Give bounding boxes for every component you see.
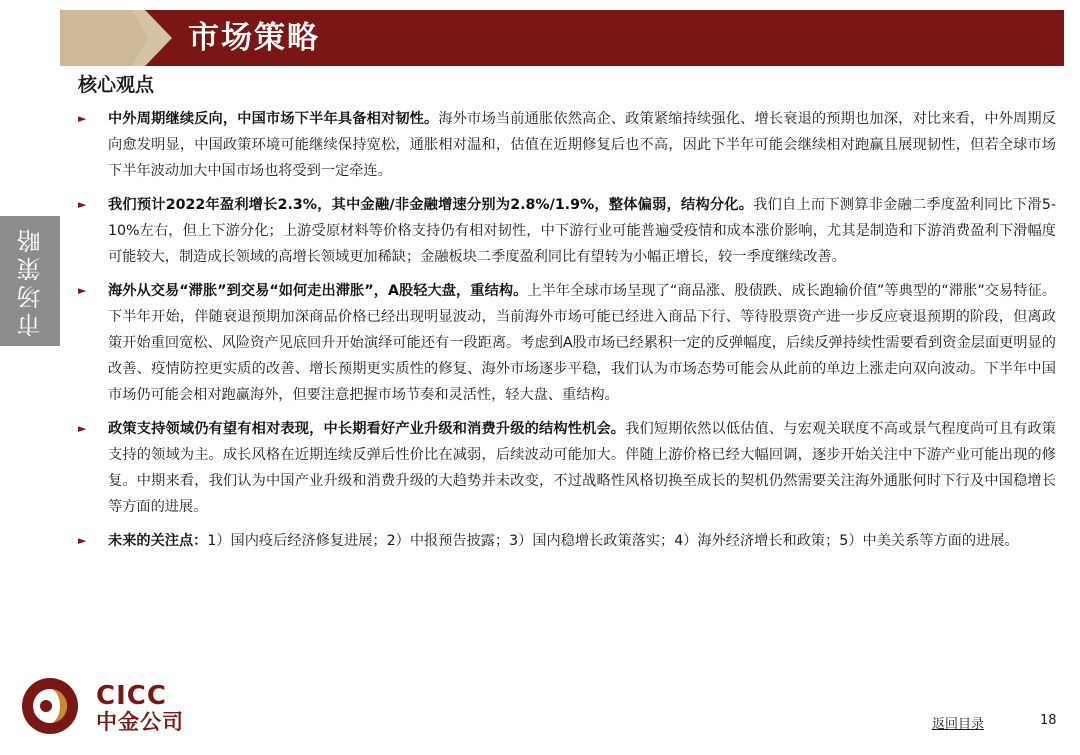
page-title: 市场策略 <box>188 20 320 56</box>
key-point-text: 海外市场当前通胀依然高企、政策紧缩持续强化、增长衰退的预期也加深，对比来看，中外周期反向愈发明显，中国政策环境可能继续保持宽松，通胀相对温和，估值在近期修复后也不高，因此下半年可能会继续相对跑赢且展现韧性，但若全球市场下半年波动加大中国市场也将受到一定牵连。 <box>108 111 1056 179</box>
logo-text-en: CICC <box>96 681 167 711</box>
key-point-text: 上半年全球市场呈现了“商品涨、股债跌、成长跑输价值”等典型的“滞胀”交易特征。下半年开始，伴随衰退预期加深商品价格已经出现明显波动，当前海外市场可能已经进入商品下行、等待股票资产进一步反应衰退预期的阶段，但离政策开始重回宽松、风险资产见底回升开始演绎可能还有一段距离。考虑到A股市场已经累积一定的反弹幅度，后续反弹持续性需要看到资金层面更明显的改善、疫情防控更实质的改善、增长预期更实质性的修复、海外市场逐步平稳，我们认为市场态势可能会从此前的单边上涨走向双向波动。下半年中国市场仍可能会相对跑赢海外，但要注意把握市场节奏和灵活性，轻大盘、重结构。 <box>108 283 1057 403</box>
key-point-bold: 政策支持领域仍有望有相对表现，中长期看好产业升级和消费升级的结构性机会。 <box>108 421 626 437</box>
key-point-item <box>76 192 1056 270</box>
key-point-item <box>76 416 1056 520</box>
page-number: 18 <box>1040 713 1057 728</box>
bullet-arrow-icon: ► <box>78 422 87 435</box>
bullet-arrow-icon: ► <box>78 534 87 547</box>
key-point-text: 我们短期依然以低估值、与宏观关联度不高或景气程度尚可且有政策支持的领域为主。成长风格在近期连续反弹后性价比在减弱，后续波动可能加大。伴随上游价格已经大幅回调，逐步开始关注中下游产业可能出现的修复。中期来看，我们认为中国产业升级和消费升级的大趋势并未改变，不过战略性风格切换至成长的契机仍然需要关注海外通胀何时下行及中国稳增长等方面的进展。 <box>108 421 1056 515</box>
header-chevron-inner-icon <box>60 10 148 66</box>
key-point-bold: 未来的关注点： <box>108 533 208 549</box>
bullet-arrow-icon: ► <box>78 112 87 125</box>
bullet-arrow-icon: ► <box>78 284 87 297</box>
key-point-bold: 中外周期继续反向，中国市场下半年具备相对韧性。 <box>108 111 439 127</box>
bullet-arrow-icon: ► <box>78 198 87 211</box>
side-section-tab-label: 市场策略 <box>16 225 45 337</box>
back-to-contents-link[interactable]: 返回目录 <box>932 717 985 732</box>
cicc-logo-icon <box>20 676 80 736</box>
key-point-item <box>76 106 1056 184</box>
key-point-item <box>76 528 1056 554</box>
side-section-tab <box>0 216 60 346</box>
section-heading: 核心观点 <box>78 74 155 96</box>
key-point-bold: 我们预计2022年盈利增长2.3%，其中金融/非金融增速分别为2.8%/1.9%，整体偏弱，结构分化。 <box>108 197 754 213</box>
key-points-list <box>76 106 1056 562</box>
logo-text-cn: 中金公司 <box>96 710 184 734</box>
key-point-text: 我们自上而下测算非金融二季度盈利同比下滑5-10%左右，但上下游分化；上游受原材料等价格支持仍有相对韧性，中下游行业可能普遍受疫情和成本涨价影响，尤其是制造和下游消费盈利下滑幅度可能较大，制造成长领域的高增长领域更加稀缺；金融板块二季度盈利同比有望转为小幅正增长，较一季度继续改善。 <box>108 197 1056 265</box>
key-point-bold: 海外从交易“滞胀”到交易“如何走出滞胀”，A股轻大盘，重结构。 <box>108 283 528 299</box>
key-point-text: 1）国内疫后经济修复进展；2）中报预告披露；3）国内稳增长政策落实；4）海外经济增长和政策；5）中美关系等方面的进展。 <box>207 533 1019 549</box>
key-point-item <box>76 278 1056 408</box>
